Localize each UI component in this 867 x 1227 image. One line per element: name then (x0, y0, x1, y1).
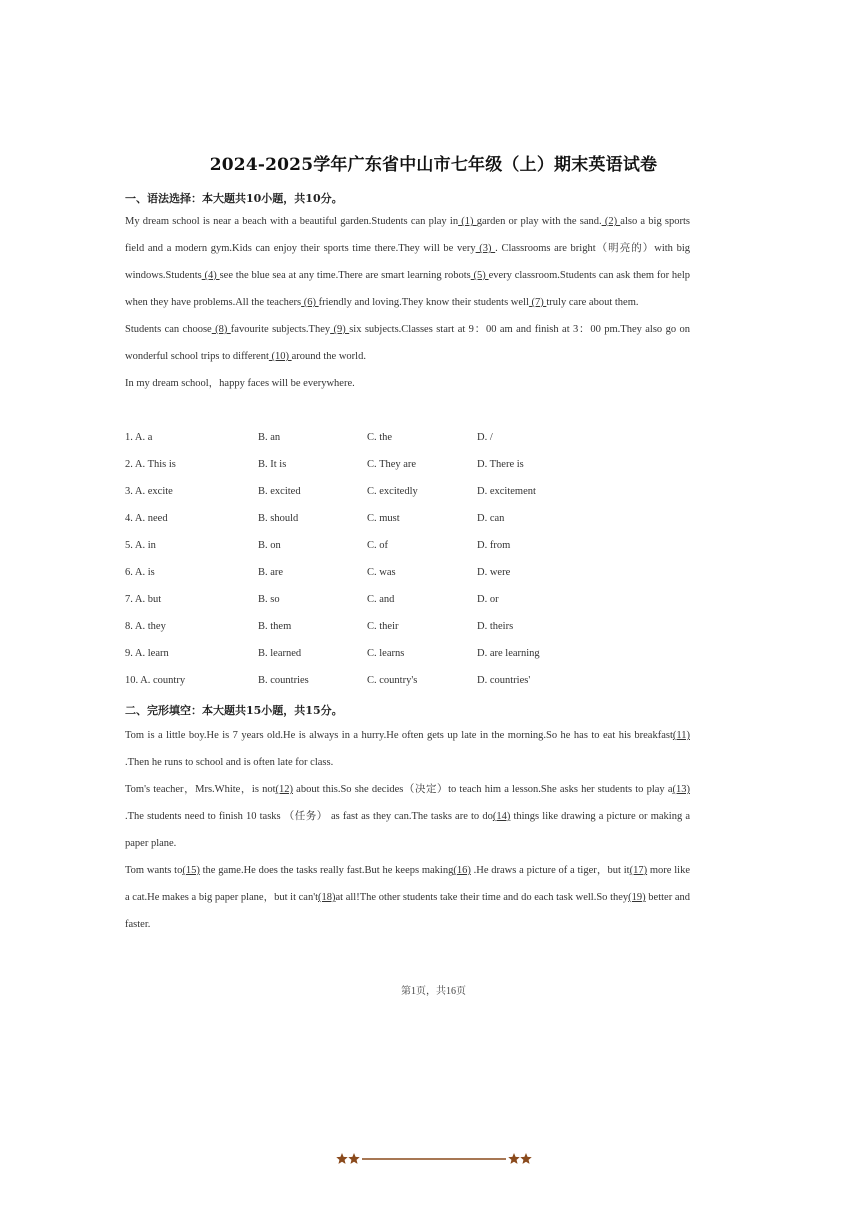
passage-text: .Then he runs to school and is often late for class. (125, 757, 334, 768)
option-row (125, 459, 690, 475)
option-choice: C. must (367, 513, 400, 524)
section2-paragraph (125, 857, 690, 938)
option-choice: B. countries (258, 675, 309, 686)
blank-number: (19) (628, 892, 646, 903)
passage-text: about this.So she decides（决定）to teach him a lesson.She asks her students to play a (293, 784, 673, 795)
option-choice: C. They are (367, 459, 417, 470)
option-choice: C. and (367, 594, 395, 605)
option-choice: B. excited (258, 486, 301, 497)
blank-number: (13) (672, 784, 690, 795)
passage-text: Tom is a little boy.He is 7 years old.He is always in a hurry.He often gets up late in the morning.So he has to eat his breakfast (125, 730, 673, 741)
section1-paragraph (125, 370, 690, 397)
blank-number: (12) (275, 784, 293, 795)
option-choice: B. learned (258, 648, 302, 659)
option-choice: D. There is (477, 459, 524, 470)
option-choice: 6. A. is (125, 567, 155, 578)
blank-number: (10) (268, 351, 292, 362)
blank-number: (17) (629, 865, 648, 876)
option-choice: D. countries' (477, 675, 531, 686)
passage-text: six subjects.Classes start at 9：00 am and finish at 3：00 pm.They also go on wonderful school trips to different (125, 324, 690, 362)
option-choice: D. / (477, 432, 493, 443)
blank-number: (9) (330, 324, 350, 335)
passage-text: around the world. (291, 351, 366, 362)
option-choice: 5. A. in (125, 540, 156, 551)
page-number: 第1页，共16页 (401, 986, 466, 997)
option-choice: C. country's (367, 675, 418, 686)
option-choice: C. the (367, 432, 393, 443)
option-choice: C. excitedly (367, 486, 418, 497)
passage-text: Students can choose (125, 324, 212, 335)
passage-text: more like a cat.He makes a big paper plane，but it can't (125, 865, 690, 903)
section2-passage (125, 722, 690, 938)
passage-text: .He draws a picture of a tiger，but it (470, 865, 630, 876)
option-row (125, 594, 690, 610)
option-choice: C. of (367, 540, 388, 551)
option-choice: D. can (477, 513, 505, 524)
section2-heading: 二、完形填空：本大题共15小题，共15分。 (125, 704, 343, 717)
section1-paragraph (125, 316, 690, 370)
option-choice: 9. A. learn (125, 648, 169, 659)
option-choice: D. from (477, 540, 511, 551)
blank-number: (7) (528, 297, 547, 308)
star-icon (508, 1153, 519, 1164)
passage-text: at all!The other students take their time and do each task well.So they (335, 892, 629, 903)
passage-text: In my dream school，happy faces will be everywhere. (125, 378, 355, 389)
blank-number: (15) (182, 865, 200, 876)
section2-paragraph (125, 722, 690, 776)
passage-text: .The students need to finish 10 tasks （任务） as fast as they can.The tasks are to do (125, 811, 493, 822)
option-row (125, 432, 690, 448)
passage-text: garden or play with the sand. (476, 216, 602, 227)
blank-number: (5) (470, 270, 489, 281)
option-row (125, 540, 690, 556)
blank-number: (1) (458, 216, 477, 227)
option-choice: D. or (477, 594, 499, 605)
blank-number: (11) (672, 730, 690, 741)
blank-number: (14) (492, 811, 511, 822)
option-choice: C. their (367, 621, 399, 632)
section1-paragraph (125, 208, 690, 316)
blank-number: (3) (475, 243, 496, 254)
option-choice: D. excitement (477, 486, 536, 497)
section1-passage (125, 208, 690, 397)
passage-text: see the blue sea at any time.There are smart learning robots (219, 270, 471, 281)
option-choice: 1. A. a (125, 432, 153, 443)
option-choice: 4. A. need (125, 513, 168, 524)
star-icon (520, 1153, 531, 1164)
page-title: 2024-2025学年广东省中山市七年级（上）期末英语试卷 (209, 155, 658, 175)
blank-number: (4) (201, 270, 220, 281)
option-choice: B. so (258, 594, 280, 605)
section1-heading: 一、语法选择：本大题共10小题，共10分。 (125, 192, 343, 205)
option-row (125, 621, 690, 637)
option-choice: B. an (258, 432, 281, 443)
option-choice: 2. A. This is (125, 459, 176, 470)
passage-text: My dream school is near a beach with a beautiful garden.Students can play in (125, 216, 459, 227)
passage-text: friendly and loving.They know their students well (318, 297, 529, 308)
option-choice: D. theirs (477, 621, 514, 632)
option-choice: B. It is (258, 459, 287, 470)
passage-text: every classroom.Students can ask them for help when they have problems.All the teachers (125, 270, 690, 308)
option-choice: D. were (477, 567, 511, 578)
passage-text: Tom wants to (125, 865, 183, 876)
option-row (125, 513, 690, 529)
blank-number: (2) (601, 216, 621, 227)
option-row (125, 567, 690, 583)
option-choice: B. are (258, 567, 284, 578)
passage-text: truly care about them. (546, 297, 639, 308)
passage-text: . Classrooms are bright（明亮的）with big windows.Students (125, 243, 690, 281)
passage-text: Tom's teacher，Mrs.White，is not (125, 784, 276, 795)
passage-text: also a big sports field and a modern gym.Kids can enjoy their sports time there.They will be very (125, 216, 691, 254)
section2-paragraph (125, 776, 690, 857)
option-choice: C. learns (367, 648, 405, 659)
star-icon (336, 1153, 347, 1164)
star-icon (348, 1153, 359, 1164)
option-choice: 8. A. they (125, 621, 166, 632)
option-choice: 3. A. excite (125, 486, 173, 497)
option-row (125, 648, 690, 664)
option-choice: D. are learning (477, 648, 540, 659)
blank-number: (8) (211, 324, 231, 335)
option-choice: B. should (258, 513, 299, 524)
option-choice: 10. A. country (125, 675, 186, 686)
footer-decoration (336, 1150, 532, 1168)
passage-text: the game.He does the tasks really fast.But he keeps making (199, 865, 454, 876)
blank-number: (18) (318, 892, 336, 903)
option-choice: B. on (258, 540, 281, 551)
blank-number: (16) (453, 865, 471, 876)
option-row (125, 675, 690, 691)
blank-number: (6) (301, 297, 319, 308)
option-row (125, 486, 690, 502)
option-choice: C. was (367, 567, 396, 578)
option-choice: 7. A. but (125, 594, 162, 605)
passage-text: favourite subjects.They (230, 324, 331, 335)
passage-text: things like drawing a picture or making a paper plane. (125, 811, 690, 849)
option-choice: B. them (258, 621, 292, 632)
passage-text: better and faster. (125, 892, 690, 930)
